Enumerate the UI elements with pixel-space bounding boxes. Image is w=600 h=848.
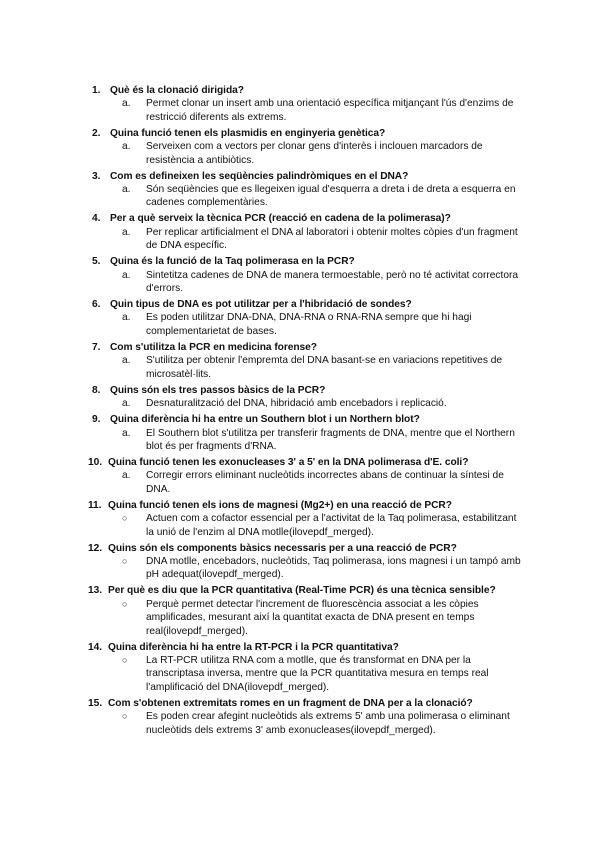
question-item (92, 298, 522, 338)
question-item (88, 584, 522, 638)
question-number: 6. (92, 299, 101, 311)
question-text: Quina és la funció de la Taq polimerasa en la PCR? (110, 256, 355, 268)
question-item (92, 413, 522, 453)
question-text: Per a què serveix la tècnica PCR (reacció en cadena de la polimerasa)? (110, 213, 451, 225)
question-item (92, 84, 522, 124)
question-number: 9. (92, 414, 101, 426)
question-item (92, 255, 522, 295)
question-text: Quins són els components bàsics necessaris per a una reacció de PCR? (108, 542, 457, 554)
answer-marker: ○ (122, 513, 128, 524)
question-item (92, 170, 522, 210)
question-item (92, 127, 522, 167)
answer-marker: a. (122, 269, 131, 281)
answer-marker: a. (122, 398, 131, 410)
question-item (88, 499, 522, 539)
question-text: Per què es diu que la PCR quantitativa (Real-Time PCR) és una tècnica sensible? (108, 585, 496, 597)
question-item (92, 341, 522, 381)
question-item (88, 456, 522, 496)
question-number: 12. (88, 542, 103, 554)
question-text: Com s'obtenen extremitats romes en un fragment de DNA per a la clonació? (108, 697, 473, 709)
answer-text: Permet clonar un insert amb una orientació específica mitjançant l'ús d'enzims de restricció diferents als extrems. (146, 98, 514, 123)
answer-text: Corregir errors eliminant nucleòtids incorrectes abans de continuar la síntesi de DNA. (146, 470, 504, 495)
question-text: Com es defineixen les seqüències palindròmiques en el DNA? (110, 170, 409, 182)
answer-text: Perquè permet detectar l'increment de fluorescència associat a les còpies amplificades, mesurant així la quantitat exacta de DNA present en temps real(ilovepdf_merged). (146, 598, 479, 637)
answer-text: La RT-PCR utilitza RNA com a motlle, que és transformat en DNA per la transcriptasa inversa, mentre que la PCR quantitativa mesura en temps real l'amplificació del DNA(ilovepdf_merged). (146, 654, 489, 693)
answer-marker: a. (122, 226, 131, 238)
question-number: 10. (88, 456, 103, 468)
question-number: 13. (88, 585, 103, 597)
answer-marker: a. (122, 184, 131, 196)
question-text: Quina funció tenen els ions de magnesi (Mg2+) en una reacció de PCR? (108, 499, 452, 511)
answer-text: DNA motlle, encebadors, nucleòtids, Taq polimerasa, ions magnesi i un tampó amb pH adequat(ilovepdf_merged). (146, 555, 521, 581)
answer-text: Serveixen com a vectors per clonar gens d'interès i inclouen marcadors de resistència a antibiòtics. (146, 141, 483, 166)
question-number: 7. (92, 341, 101, 353)
question-item (92, 384, 522, 411)
answer-marker: a. (122, 427, 131, 439)
answer-text: Es poden crear afegint nucleòtids als extrems 5' amb una polimerasa o eliminant nucleòtids dels extrems 3' amb exonucleases(ilovepdf_merged). (146, 711, 510, 736)
answer-marker: ○ (122, 598, 128, 609)
answer-text: Es poden utilitzar DNA-DNA, DNA-RNA o RNA-RNA sempre que hi hagi complementarietat de bases. (146, 312, 472, 337)
answer-marker: a. (122, 312, 131, 324)
answer-marker: a. (122, 470, 131, 482)
question-text: Quina diferència hi ha entre un Southern blot i un Northern blot? (110, 414, 420, 426)
question-list (88, 84, 522, 740)
answer-marker: a. (122, 355, 131, 367)
answer-text: Desnaturalització del DNA, hibridació amb encebadors i replicació. (146, 398, 447, 410)
answer-marker: ○ (122, 711, 128, 722)
question-text: Quins són els tres passos bàsics de la PCR? (110, 384, 326, 396)
question-text: Quin tipus de DNA es pot utilitzar per a l'hibridació de sondes? (110, 299, 412, 311)
question-text: Quina funció tenen les exonucleases 3' a 5' en la DNA polimerasa d'E. coli? (108, 456, 469, 468)
question-text: Com s'utilitza la PCR en medicina forense? (110, 341, 317, 353)
answer-text: S'utilitza per obtenir l'empremta del DNA basant-se en variacions repetitives de microsatèl·lits. (146, 355, 503, 380)
question-number: 4. (92, 213, 101, 225)
question-text: Quina diferència hi ha entre la RT-PCR i la PCR quantitativa? (108, 641, 399, 653)
answer-text: Sintetitza cadenes de DNA de manera termoestable, però no té activitat correctora d'errors. (146, 269, 519, 295)
question-number: 11. (88, 499, 102, 511)
answer-marker: ○ (122, 555, 128, 566)
answer-marker: ○ (122, 654, 128, 665)
answer-marker: a. (122, 98, 131, 110)
question-item (88, 641, 522, 695)
question-item (92, 212, 522, 252)
question-text: Quina funció tenen els plasmidis en enginyeria genètica? (110, 127, 386, 139)
question-item (88, 542, 522, 582)
question-number: 14. (88, 641, 103, 653)
question-number: 3. (92, 170, 101, 182)
answer-text: El Southern blot s'utilitza per transferir fragments de DNA, mentre que el Northern blot és per fragments d'RNA. (146, 427, 515, 452)
question-number: 1. (92, 85, 101, 96)
answer-text: Per replicar artificialment el DNA al laboratori i obtenir moltes còpies d'un fragment de DNA específic. (146, 226, 518, 252)
answer-text: Són seqüències que es llegeixen igual d'esquerra a dreta i de dreta a esquerra en cadenes complementàries. (146, 184, 516, 209)
answer-marker: a. (122, 141, 131, 153)
question-number: 8. (92, 384, 101, 396)
answer-text: Actuen com a cofactor essencial per a l'activitat de la Taq polimerasa, estabilitzant la unió de l'enzim al DNA motlle(ilovepdf_merged). (146, 513, 517, 538)
question-number: 2. (92, 127, 101, 139)
question-number: 5. (92, 256, 101, 268)
question-text: Què és la clonació dirigida? (110, 85, 244, 96)
question-item (88, 697, 522, 737)
question-number: 15. (88, 697, 103, 709)
